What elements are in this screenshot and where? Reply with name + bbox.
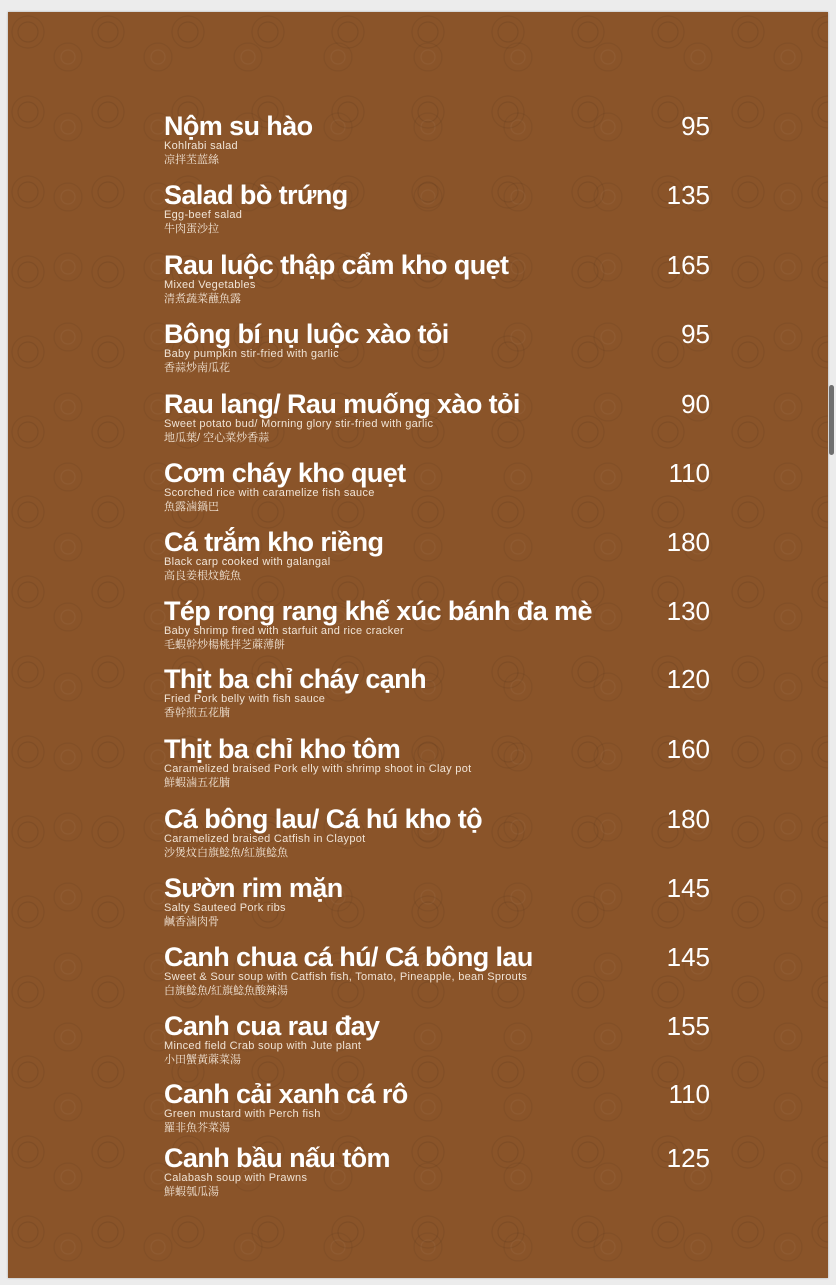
dish-price: 95	[681, 319, 710, 349]
dish-chinese: 清煮蔬菜蘸魚露	[164, 293, 241, 305]
dish-name: Canh cải xanh cá rô	[164, 1079, 408, 1109]
dish-name: Cơm cháy kho quẹt	[164, 458, 406, 488]
dish-price: 110	[668, 1079, 710, 1109]
dish-chinese: 毛蝦幹炒楊桃拌芝蔴薄餅	[164, 639, 285, 651]
dish-price: 155	[666, 1011, 710, 1041]
dish-price: 110	[668, 458, 710, 488]
dish-chinese: 香幹煎五花腩	[164, 707, 230, 719]
dish-english: Minced field Crab soup with Jute plant	[164, 1040, 362, 1052]
dish-chinese: 魚露滷鍋巴	[164, 501, 219, 513]
dish-name: Bông bí nụ luộc xào tỏi	[164, 319, 449, 349]
dish-price: 95	[681, 111, 710, 141]
dish-name: Salad bò trứng	[164, 180, 348, 210]
dish-name: Canh cua rau đay	[164, 1011, 380, 1041]
dish-chinese: 鹹香滷肉骨	[164, 916, 219, 928]
dish-english: Caramelized braised Pork elly with shrimp shoot in Clay pot	[164, 763, 472, 775]
dish-chinese: 羅非魚芥菜湯	[164, 1122, 230, 1134]
dish-price: 180	[666, 527, 710, 557]
dish-price: 160	[666, 734, 710, 764]
dish-english: Salty Sauteed Pork ribs	[164, 902, 286, 914]
dish-price: 125	[666, 1143, 710, 1173]
dish-price: 135	[666, 180, 710, 210]
menu-page	[8, 12, 828, 1278]
dish-chinese: 白旗鯰魚/紅旗鯰魚酸辣湯	[164, 985, 289, 997]
dish-name: Cá bông lau/ Cá hú kho tộ	[164, 804, 482, 834]
dish-name: Nộm su hào	[164, 111, 313, 141]
dish-chinese: 小田蟹黃蔴菜湯	[164, 1054, 241, 1066]
dish-chinese: 鮮蝦滷五花腩	[164, 777, 230, 789]
dish-english: Sweet potato bud/ Morning glory stir-fried with garlic	[164, 418, 434, 430]
dish-price: 165	[666, 250, 710, 280]
dish-english: Mixed Vegetables	[164, 279, 256, 291]
dish-name: Rau lang/ Rau muống xào tỏi	[164, 389, 520, 419]
dish-price: 180	[666, 804, 710, 834]
dish-price: 145	[666, 942, 710, 972]
dish-price: 120	[666, 664, 710, 694]
dish-english: Caramelized braised Catfish in Claypot	[164, 833, 366, 845]
dish-name: Cá trắm kho riềng	[164, 527, 384, 557]
dish-english: Fried Pork belly with fish sauce	[164, 693, 326, 705]
dish-name: Tép rong rang khế xúc bánh đa mè	[164, 596, 592, 626]
dish-chinese: 沙煲炆白旗鯰魚/紅旗鯰魚	[164, 847, 289, 859]
dish-chinese: 香蒜炒南瓜花	[164, 362, 230, 374]
dish-chinese: 鮮蝦瓠瓜湯	[164, 1186, 219, 1198]
dish-english: Baby pumpkin stir-fried with garlic	[164, 348, 339, 360]
dish-english: Calabash soup with Prawns	[164, 1172, 308, 1184]
dish-name: Thịt ba chỉ kho tôm	[164, 734, 401, 764]
dish-name: Canh bầu nấu tôm	[164, 1143, 390, 1173]
vertical-scrollbar[interactable]	[829, 385, 834, 455]
dish-price: 145	[666, 873, 710, 903]
dish-english: Sweet & Sour soup with Catfish fish, Tomato, Pineapple, bean Sprouts	[164, 971, 528, 983]
dish-english: Egg-beef salad	[164, 209, 243, 221]
dish-english: Scorched rice with caramelize fish sauce	[164, 487, 375, 499]
dish-english: Black carp cooked with galangal	[164, 556, 331, 568]
dish-chinese: 地瓜葉/ 空心菜炒香蒜	[164, 432, 270, 444]
dish-chinese: 凉拌苤蓝絲	[164, 154, 219, 166]
dish-name: Sườn rim mặn	[164, 873, 343, 903]
dish-chinese: 高良姜根炆鯇魚	[164, 570, 241, 582]
dish-english: Green mustard with Perch fish	[164, 1108, 321, 1120]
dish-name: Thịt ba chỉ cháy cạnh	[164, 664, 426, 694]
dish-name: Rau luộc thập cẩm kho quẹt	[164, 250, 509, 280]
dish-price: 90	[681, 389, 710, 419]
dish-english: Kohlrabi salad	[164, 140, 238, 152]
dish-english: Baby shrimp fired with starfuit and rice cracker	[164, 625, 404, 637]
dish-chinese: 牛肉蛋沙拉	[164, 223, 219, 235]
dish-name: Canh chua cá hú/ Cá bông lau	[164, 942, 533, 972]
dish-price: 130	[666, 596, 710, 626]
